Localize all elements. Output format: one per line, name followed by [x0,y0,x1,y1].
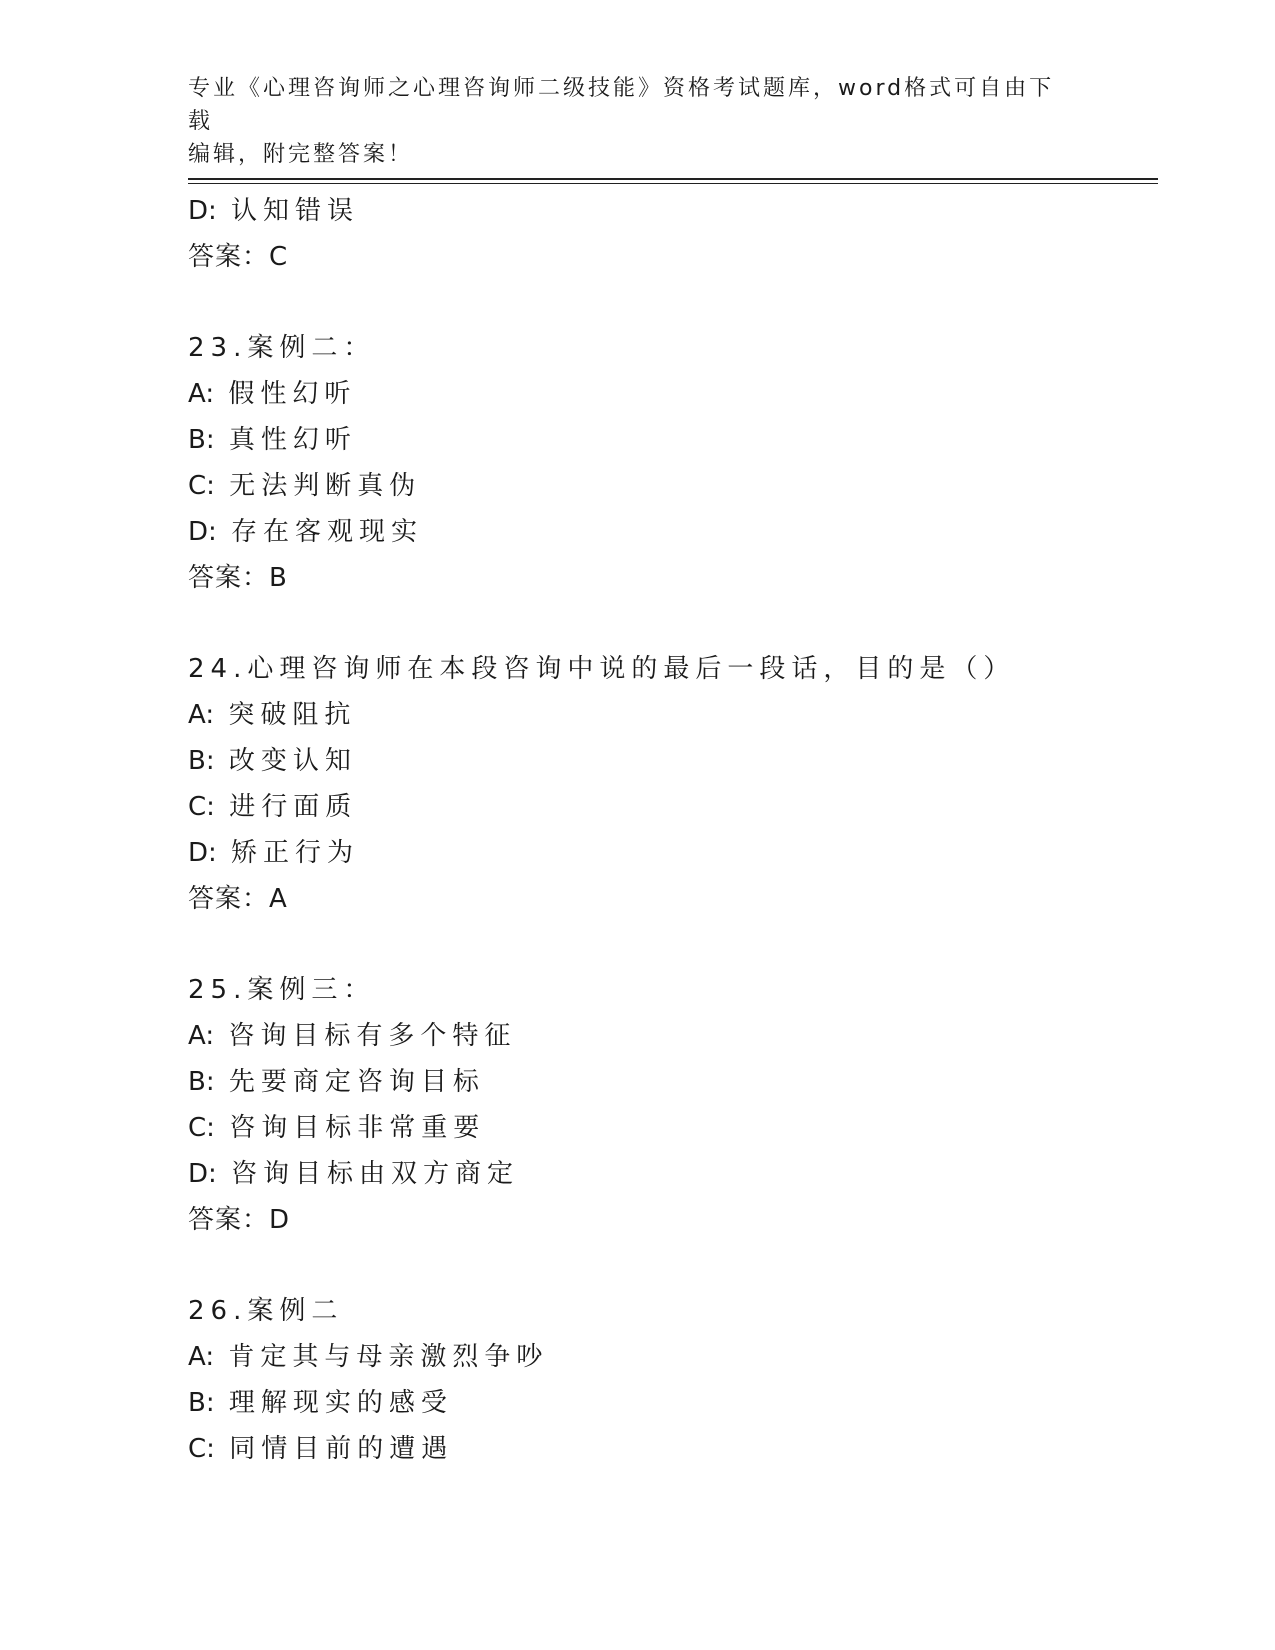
answer-line: 答案：C [188,242,289,272]
option-label: A: [188,1342,215,1372]
option-text: 咨询目标非常重要 [229,1113,486,1143]
option-label: D: [188,1159,217,1189]
option-line [188,1380,1158,1426]
option-text: 矫正行为 [231,838,360,868]
option-line [188,830,1158,876]
option-label: A: [188,379,215,409]
option-line [188,1059,1158,1105]
option-text: 理解现实的感受 [228,1388,453,1418]
option-text: 无法判断真伪 [229,471,422,501]
spacer [188,922,1158,967]
option-label: B: [188,1067,215,1097]
header-rule-thin [188,183,1158,184]
option-label: B: [188,1388,215,1418]
header-line-1: 专业《心理咨询师之心理咨询师二级技能》资格考试题库，word格式可自由下载 [188,76,1055,134]
option-label: C: [188,792,215,822]
option-line [188,1334,1158,1380]
option-line [188,371,1158,417]
option-label: D: [188,196,217,226]
option-text: 先要商定咨询目标 [228,1067,485,1097]
answer-line: 答案：A [188,884,288,914]
option-label: B: [188,746,215,776]
option-text: 进行面质 [229,792,358,822]
option-label: D: [188,517,217,547]
option-label: B: [188,425,215,455]
option-label: C: [188,1434,215,1464]
option-text: 咨询目标由双方商定 [231,1159,520,1189]
spacer [188,601,1158,646]
option-line [188,1426,1158,1472]
option-text: 存在客观现实 [231,517,424,547]
option-line [188,1105,1158,1151]
option-text: 肯定其与母亲激烈争吵 [228,1342,549,1372]
question-stem: 24.心理咨询师在本段咨询中说的最后一段话，目的是（） [188,654,1016,684]
option-text: 咨询目标有多个特征 [228,1021,517,1051]
option-label: C: [188,471,215,501]
option-text: 改变认知 [228,746,357,776]
document-header [188,72,1068,171]
option-text: 真性幻听 [228,425,357,455]
option-line [188,738,1158,784]
option-line [188,784,1158,830]
option-label: C: [188,1113,215,1143]
option-label: A: [188,700,215,730]
option-label: D: [188,838,217,868]
header-line-2: 编辑，附完整答案！ [188,142,414,167]
option-line [188,463,1158,509]
spacer [188,1243,1158,1288]
question-stem: 25.案例三： [188,975,376,1005]
option-line [188,188,1158,234]
answer-line: 答案：D [188,1205,291,1235]
option-line [188,692,1158,738]
option-line [188,417,1158,463]
spacer [188,280,1158,325]
option-text: 同情目前的遭遇 [229,1434,454,1464]
option-text: 假性幻听 [228,379,357,409]
question-stem: 23.案例二： [188,333,376,363]
header-rule-thick [188,178,1158,180]
option-text: 认知错误 [231,196,360,226]
question-stem: 26.案例二 [188,1296,344,1326]
answer-line: 答案：B [188,563,288,593]
option-line [188,1013,1158,1059]
option-text: 突破阻抗 [228,700,357,730]
option-line [188,1151,1158,1197]
option-label: A: [188,1021,215,1051]
option-line [188,509,1158,555]
question-list [188,188,1158,1472]
